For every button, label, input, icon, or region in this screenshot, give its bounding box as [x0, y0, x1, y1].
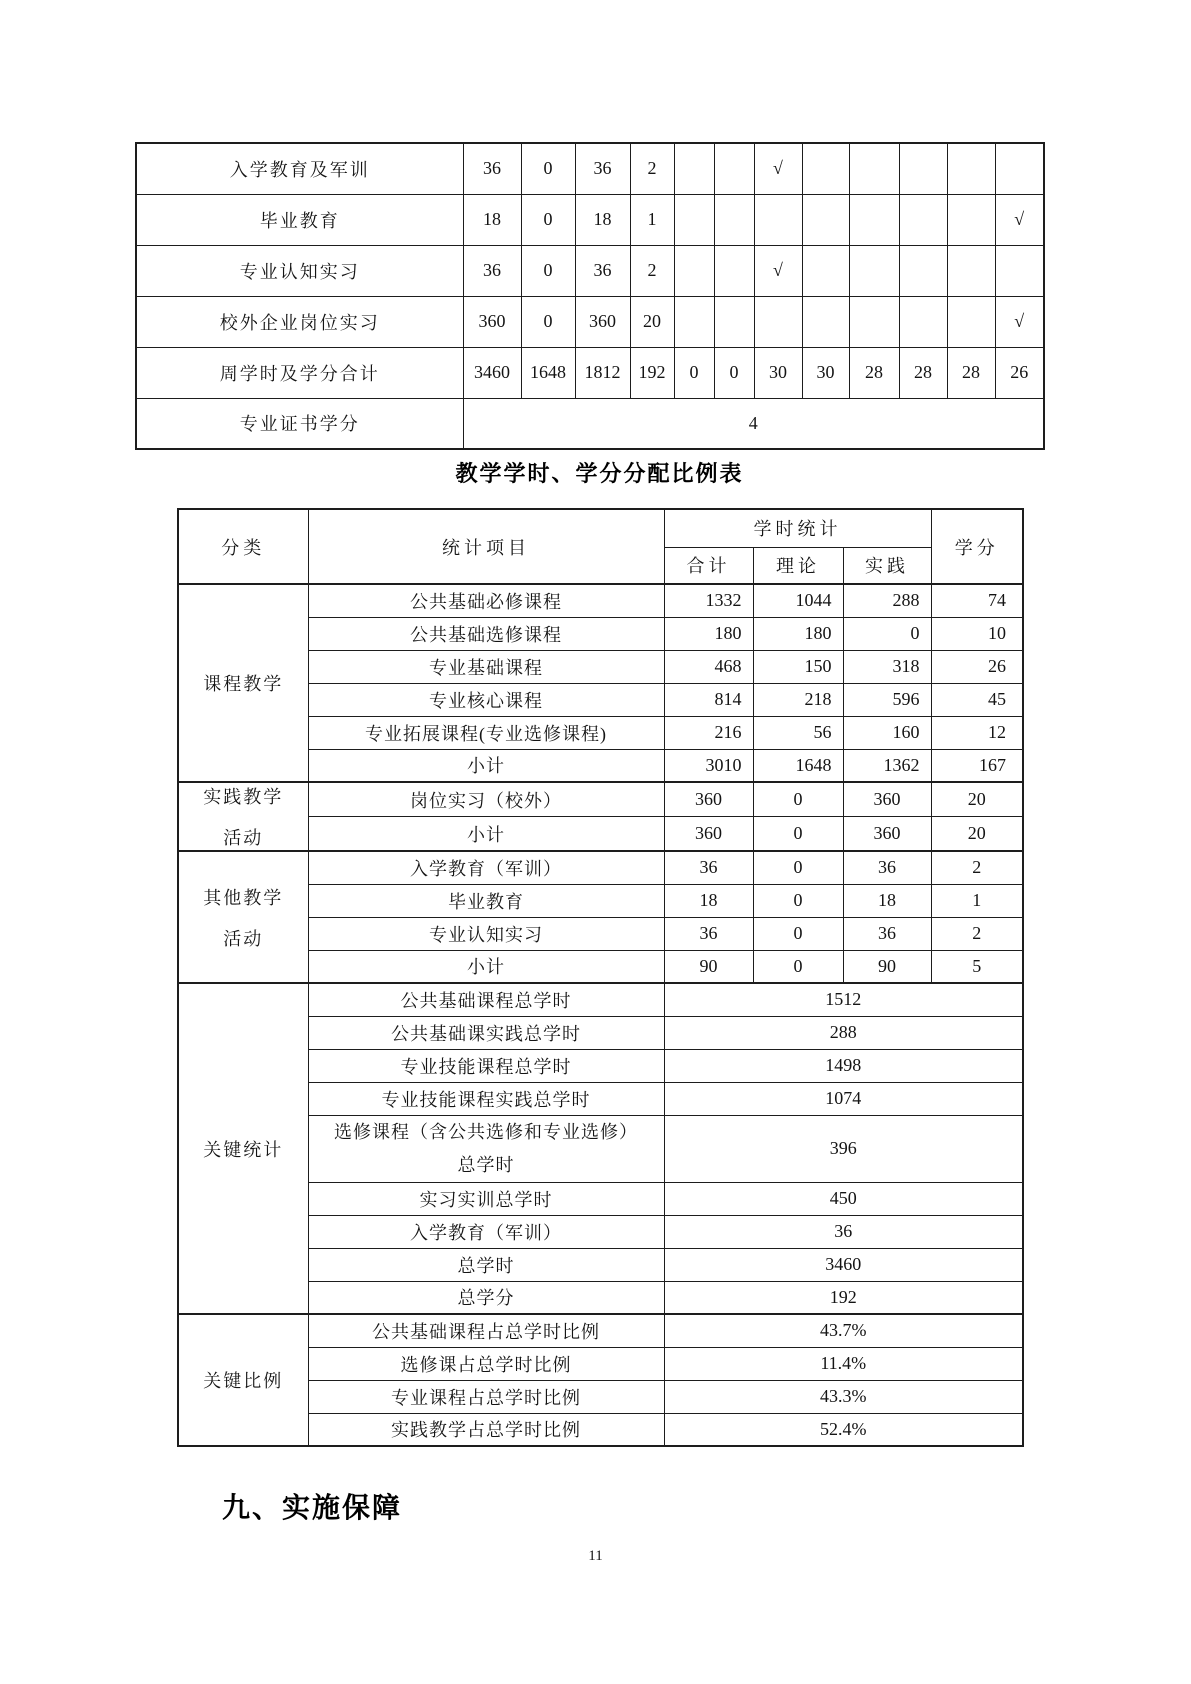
item-cell: 小计 — [308, 950, 664, 983]
table-row — [178, 584, 1023, 617]
cell: 360 — [463, 296, 521, 347]
cell: 3460 — [463, 347, 521, 398]
item-cell: 公共基础课实践总学时 — [308, 1016, 664, 1049]
cell — [849, 296, 899, 347]
cell — [947, 296, 995, 347]
cell: 28 — [849, 347, 899, 398]
cell — [899, 143, 947, 194]
page-number: 11 — [588, 1548, 603, 1564]
item-cell: 公共基础课程占总学时比例 — [308, 1314, 664, 1347]
category-cell — [178, 782, 308, 851]
cell: 0 — [521, 296, 575, 347]
col-header-theory: 理论 — [753, 547, 843, 584]
cell: 0 — [521, 245, 575, 296]
cell — [714, 296, 754, 347]
cell: 360 — [664, 817, 753, 852]
cell: 0 — [753, 782, 843, 817]
table-row — [178, 1314, 1023, 1347]
checkmark-cell: √ — [754, 143, 802, 194]
cell: 0 — [714, 347, 754, 398]
cell: 45 — [931, 683, 1023, 716]
row-label: 校外企业岗位实习 — [136, 296, 463, 347]
checkmark-cell: √ — [995, 296, 1044, 347]
cell: 20 — [931, 782, 1023, 817]
cell: 30 — [802, 347, 849, 398]
table-row — [136, 398, 1044, 449]
cell: 1648 — [753, 749, 843, 782]
merged-value-cell: 396 — [664, 1115, 1023, 1182]
cell — [802, 296, 849, 347]
cell: 0 — [521, 143, 575, 194]
cell: 26 — [995, 347, 1044, 398]
item-cell: 总学分 — [308, 1281, 664, 1314]
merged-value-cell: 52.4% — [664, 1413, 1023, 1446]
cell: 0 — [843, 617, 931, 650]
item-cell: 入学教育（军训） — [308, 851, 664, 884]
cell — [802, 245, 849, 296]
table-row — [178, 851, 1023, 884]
cell: 36 — [843, 917, 931, 950]
merged-value-cell: 1498 — [664, 1049, 1023, 1082]
cell: 1 — [630, 194, 674, 245]
cell: 18 — [463, 194, 521, 245]
item-cell: 公共基础选修课程 — [308, 617, 664, 650]
merged-value-cell: 3460 — [664, 1248, 1023, 1281]
item-label-line: 总学时 — [457, 1154, 515, 1175]
category-label-line: 实践教学 — [203, 787, 284, 807]
cell: 596 — [843, 683, 931, 716]
item-cell: 公共基础必修课程 — [308, 584, 664, 617]
cell — [754, 194, 802, 245]
cell: 160 — [843, 716, 931, 749]
table-row — [136, 143, 1044, 194]
checkmark-cell: √ — [754, 245, 802, 296]
weekly-summary-table — [135, 142, 1045, 450]
item-cell: 专业核心课程 — [308, 683, 664, 716]
cell: 360 — [664, 782, 753, 817]
cell: 36 — [463, 245, 521, 296]
item-cell — [308, 1115, 664, 1182]
cell — [899, 296, 947, 347]
cell: 2 — [931, 851, 1023, 884]
category-label-line: 活动 — [223, 928, 264, 949]
cell: 0 — [674, 347, 714, 398]
category-cell: 关键统计 — [178, 983, 308, 1314]
cell: 36 — [575, 245, 630, 296]
merged-value-cell: 36 — [664, 1215, 1023, 1248]
cell — [899, 194, 947, 245]
cell: 20 — [931, 817, 1023, 852]
table-row — [178, 782, 1023, 817]
cell: 36 — [664, 917, 753, 950]
cell: 1 — [931, 884, 1023, 917]
cell — [674, 143, 714, 194]
cell: 0 — [753, 817, 843, 852]
cell: 10 — [931, 617, 1023, 650]
cell: 1812 — [575, 347, 630, 398]
cell: 5 — [931, 950, 1023, 983]
merged-value-cell: 450 — [664, 1182, 1023, 1215]
cell — [947, 143, 995, 194]
row-label: 专业认知实习 — [136, 245, 463, 296]
cell: 0 — [753, 884, 843, 917]
cell — [714, 245, 754, 296]
cell: 18 — [664, 884, 753, 917]
category-cell: 课程教学 — [178, 584, 308, 782]
cell: 1362 — [843, 749, 931, 782]
item-cell: 专业技能课程实践总学时 — [308, 1082, 664, 1115]
cell: 0 — [753, 950, 843, 983]
cell: 36 — [575, 143, 630, 194]
merged-value-cell: 1512 — [664, 983, 1023, 1016]
checkmark-cell: √ — [995, 194, 1044, 245]
cell: 18 — [575, 194, 630, 245]
item-cell: 公共基础课程总学时 — [308, 983, 664, 1016]
table-row — [136, 194, 1044, 245]
cell: 2 — [931, 917, 1023, 950]
cell: 26 — [931, 650, 1023, 683]
cell: 318 — [843, 650, 931, 683]
cell: 814 — [664, 683, 753, 716]
category-label-line: 其他教学 — [203, 887, 284, 908]
table-title: 教学学时、学分分配比例表 — [455, 461, 744, 486]
cell — [802, 194, 849, 245]
cell: 36 — [664, 851, 753, 884]
item-label-line: 选修课程（含公共选修和专业选修） — [334, 1121, 638, 1142]
item-cell: 岗位实习（校外） — [308, 782, 664, 817]
cell: 216 — [664, 716, 753, 749]
item-cell: 小计 — [308, 749, 664, 782]
item-cell: 专业技能课程总学时 — [308, 1049, 664, 1082]
cell: 180 — [664, 617, 753, 650]
header-row — [178, 509, 1023, 547]
cell — [849, 245, 899, 296]
item-cell: 入学教育（军训） — [308, 1215, 664, 1248]
cell — [947, 245, 995, 296]
table-row — [178, 983, 1023, 1016]
item-cell: 专业拓展课程(专业选修课程) — [308, 716, 664, 749]
merged-value-cell: 192 — [664, 1281, 1023, 1314]
table-row — [136, 347, 1044, 398]
cell — [995, 143, 1044, 194]
cell: 0 — [753, 851, 843, 884]
cell: 1332 — [664, 584, 753, 617]
category-cell: 关键比例 — [178, 1314, 308, 1446]
cell — [995, 245, 1044, 296]
item-cell: 小计 — [308, 817, 664, 852]
item-cell: 专业课程占总学时比例 — [308, 1380, 664, 1413]
cell: 3010 — [664, 749, 753, 782]
item-cell: 专业基础课程 — [308, 650, 664, 683]
cell — [849, 143, 899, 194]
cell: 56 — [753, 716, 843, 749]
cell: 36 — [463, 143, 521, 194]
cell: 36 — [843, 851, 931, 884]
cell: 2 — [630, 143, 674, 194]
cell: 74 — [931, 584, 1023, 617]
cell — [849, 194, 899, 245]
cell: 180 — [753, 617, 843, 650]
item-cell: 选修课占总学时比例 — [308, 1347, 664, 1380]
cell — [899, 245, 947, 296]
cell: 167 — [931, 749, 1023, 782]
cell: 2 — [630, 245, 674, 296]
merged-value-cell: 1074 — [664, 1082, 1023, 1115]
merged-value-cell: 43.7% — [664, 1314, 1023, 1347]
cell: 28 — [947, 347, 995, 398]
category-label-line: 活动 — [223, 828, 264, 848]
cell — [754, 296, 802, 347]
table-row — [136, 296, 1044, 347]
merged-value-cell: 43.3% — [664, 1380, 1023, 1413]
merged-value-cell: 11.4% — [664, 1347, 1023, 1380]
cell: 12 — [931, 716, 1023, 749]
cell: 360 — [575, 296, 630, 347]
cell: 218 — [753, 683, 843, 716]
cell: 1648 — [521, 347, 575, 398]
cell — [714, 194, 754, 245]
cell: 468 — [664, 650, 753, 683]
cell — [714, 143, 754, 194]
item-cell: 专业认知实习 — [308, 917, 664, 950]
table-row — [136, 245, 1044, 296]
col-header-category: 分类 — [178, 509, 308, 584]
cell: 1044 — [753, 584, 843, 617]
merged-value-cell: 288 — [664, 1016, 1023, 1049]
item-cell: 总学时 — [308, 1248, 664, 1281]
cell: 0 — [753, 917, 843, 950]
col-header-total: 合计 — [664, 547, 753, 584]
item-cell: 实践教学占总学时比例 — [308, 1413, 664, 1446]
cell: 28 — [899, 347, 947, 398]
cell — [674, 296, 714, 347]
row-label: 专业证书学分 — [136, 398, 463, 449]
cell: 360 — [843, 782, 931, 817]
col-header-credits: 学分 — [931, 509, 1023, 584]
row-label: 入学教育及军训 — [136, 143, 463, 194]
col-header-hours-group: 学时统计 — [664, 509, 931, 547]
row-label: 周学时及学分合计 — [136, 347, 463, 398]
cell: 150 — [753, 650, 843, 683]
category-cell — [178, 851, 308, 983]
merged-value-cell: 4 — [463, 398, 1044, 449]
row-label: 毕业教育 — [136, 194, 463, 245]
col-header-practice: 实践 — [843, 547, 931, 584]
cell: 360 — [843, 817, 931, 852]
cell: 20 — [630, 296, 674, 347]
cell: 0 — [521, 194, 575, 245]
cell: 288 — [843, 584, 931, 617]
section-heading: 九、实施保障 — [222, 1492, 403, 1523]
cell: 192 — [630, 347, 674, 398]
cell — [802, 143, 849, 194]
cell: 30 — [754, 347, 802, 398]
col-header-item: 统计项目 — [308, 509, 664, 584]
cell: 90 — [664, 950, 753, 983]
item-cell: 毕业教育 — [308, 884, 664, 917]
cell — [674, 194, 714, 245]
hours-credits-ratio-table — [177, 508, 1024, 1447]
cell: 18 — [843, 884, 931, 917]
cell — [947, 194, 995, 245]
cell: 90 — [843, 950, 931, 983]
cell — [674, 245, 714, 296]
item-cell: 实习实训总学时 — [308, 1182, 664, 1215]
